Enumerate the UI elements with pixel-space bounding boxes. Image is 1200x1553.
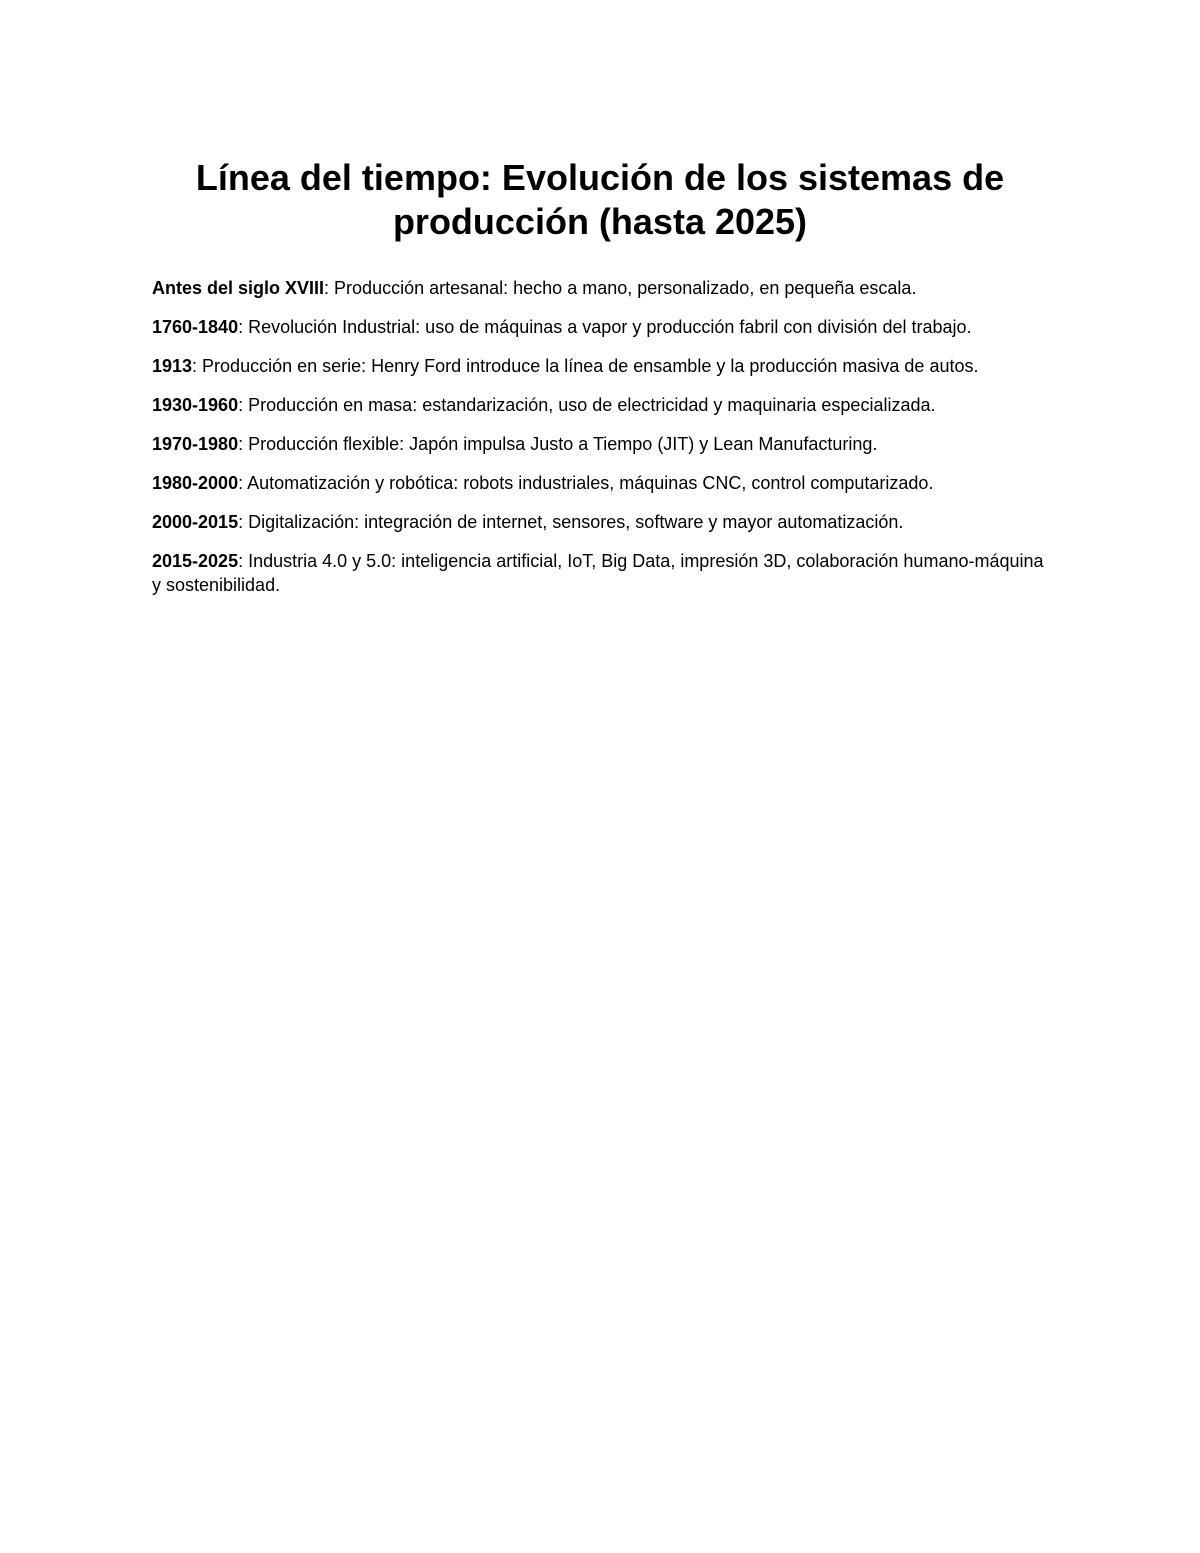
timeline-entry: [152, 315, 1052, 339]
timeline-description: : Digitalización: integración de internet, sensores, software y mayor automatización.: [238, 512, 904, 532]
timeline-period: 2015-2025: [152, 551, 239, 571]
document-title: Línea del tiempo: Evolución de los sistemas de producción (hasta 2025): [195, 157, 1005, 242]
timeline-entry: [152, 354, 1052, 378]
timeline-description: : Producción en serie: Henry Ford introduce la línea de ensamble y la producción masiva de autos.: [192, 356, 979, 376]
timeline-description: : Automatización y robótica: robots industriales, máquinas CNC, control computarizado.: [238, 473, 934, 493]
timeline-period: 2000-2015: [152, 512, 239, 532]
timeline-description: : Industria 4.0 y 5.0: inteligencia artificial, IoT, Big Data, impresión 3D, colaboración humano-máquina y sostenibilidad.: [152, 551, 1044, 595]
timeline-description: : Producción flexible: Japón impulsa Justo a Tiempo (JIT) y Lean Manufacturing.: [238, 434, 878, 454]
timeline-list: [152, 276, 1052, 612]
timeline-entry: [152, 549, 1052, 597]
timeline-period: 1913: [152, 356, 193, 376]
timeline-description: : Producción artesanal: hecho a mano, personalizado, en pequeña escala.: [324, 278, 917, 298]
timeline-period: 1970-1980: [152, 434, 239, 454]
timeline-entry: [152, 432, 1052, 456]
timeline-entry: [152, 471, 1052, 495]
timeline-entry: [152, 510, 1052, 534]
timeline-entry: [152, 276, 1052, 300]
timeline-period: 1760-1840: [152, 317, 239, 337]
timeline-period: 1980-2000: [152, 473, 239, 493]
timeline-period: Antes del siglo XVIII: [152, 278, 325, 298]
timeline-description: : Revolución Industrial: uso de máquinas a vapor y producción fabril con división del trabajo.: [238, 317, 972, 337]
timeline-entry: [152, 393, 1052, 417]
timeline-description: : Producción en masa: estandarización, uso de electricidad y maquinaria especializada.: [238, 395, 936, 415]
timeline-period: 1930-1960: [152, 395, 239, 415]
